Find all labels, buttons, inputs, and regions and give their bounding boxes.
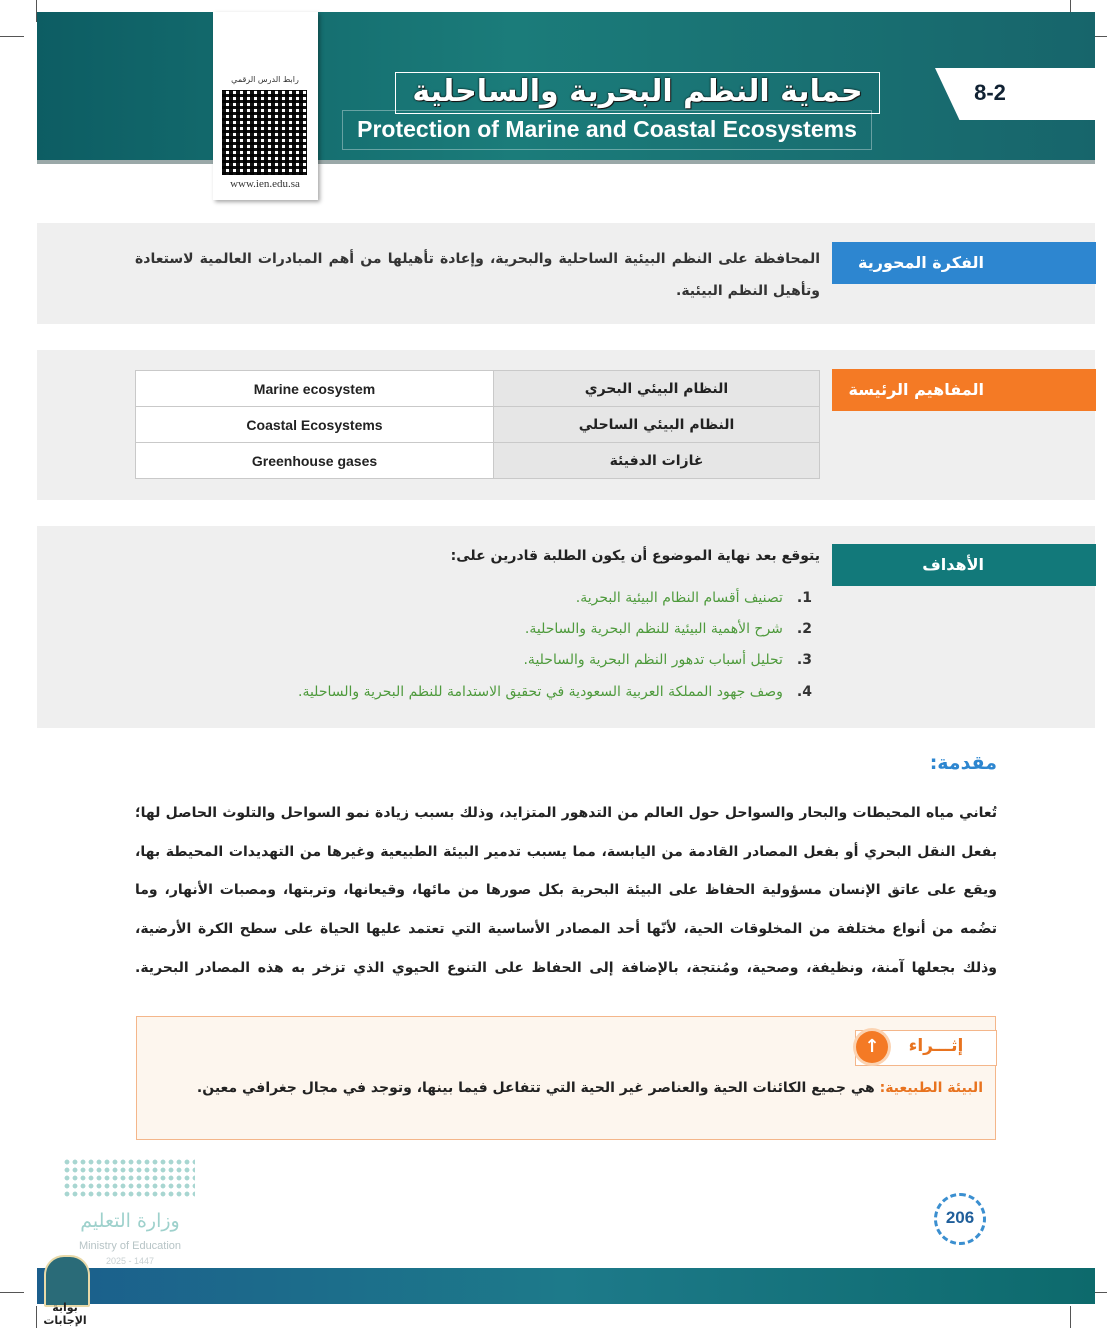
- term-english: Coastal Ecosystems: [136, 407, 494, 443]
- lesson-number: 8-2: [974, 80, 1006, 105]
- list-item: [298, 684, 812, 700]
- term-arabic: غازات الدفيئة: [494, 443, 820, 479]
- list-item: [576, 590, 812, 606]
- objectives-label: الأهداف: [922, 555, 984, 574]
- list-item-number: 1.: [796, 590, 812, 606]
- ministry-name-english: Ministry of Education: [78, 1240, 182, 1252]
- objectives-lead: يتوقع بعد نهاية الموضوع أن يكون الطلبة قادرين على:: [450, 548, 820, 564]
- crop-mark: [0, 1292, 24, 1293]
- enrichment-label: إثـــراء: [908, 1036, 964, 1056]
- table-row: [136, 371, 820, 407]
- table-row: [136, 443, 820, 479]
- list-item-number: 4.: [796, 684, 812, 700]
- key-concepts-tag: [832, 369, 1096, 411]
- enrichment-definition: هي جميع الكائنات الحية والعناصر غير الحية التي تتفاعل فيما بينها، وتوجد في مجال جغرافي معين.: [196, 1080, 880, 1096]
- crop-mark: [1070, 1306, 1071, 1328]
- intro-heading: مقدمة:: [929, 752, 997, 774]
- core-idea-label: الفكرة المحورية: [858, 253, 984, 272]
- page-title-arabic: حماية النظم البحرية والساحلية: [395, 72, 880, 114]
- list-item-text: وصف جهود المملكة العربية السعودية في تحقيق الاستدامة للنظم البحرية والساحلية.: [298, 684, 783, 700]
- list-item-number: 3.: [796, 652, 812, 668]
- ministry-name-arabic: وزارة التعليم: [80, 1210, 180, 1232]
- term-english: Marine ecosystem: [136, 371, 494, 407]
- portal-logo-icon[interactable]: [44, 1255, 90, 1307]
- term-arabic: النظام البيئي البحري: [494, 371, 820, 407]
- ministry-logo-icon: [63, 1158, 195, 1198]
- enrichment-term: البيئة الطبيعية:: [879, 1080, 983, 1096]
- objectives-tag: [832, 544, 1096, 586]
- list-item: [525, 621, 812, 637]
- intro-paragraph: تُعاني مياه المحيطات والبحار والسواحل حول العالم من التدهور المتزايد، وذلك بسبب زيادة نمو السواحل والتلوث الحاصل لها؛ بفعل النقل البحري أو بفعل المصادر القادمة من اليابسة، مما يسبب تدمير البيئة الطبيعية وغيرها من التهديدات المحيطة بها، ويقع على عاتق الإنسان مسؤولية الحفاظ على البيئة البحرية بكل صورها من مائها، وقيعانها، وتربتها، ومصبات الأنهار، وما تضُمه من أنواع مختلفة من المخلوقات الحية، لأنّها أحد المصادر الأساسية التي تعتمد عليها الحياة على سطح الكرة الأرضية، وذلك بجعلها آمنة، ونظيفة، وصحية، ومُنتجة، بالإضافة إلى الحفاظ على التنوع الحيوي الذي تزخر به هذه المصادر البحرية.: [135, 805, 997, 976]
- core-idea-tag: [832, 242, 1096, 284]
- core-idea-text: المحافظة على النظم البيئية الساحلية والبحرية، وإعادة تأهيلها من أهم المبادرات العالمية لاستعادة وتأهيل النظم البيئية.: [135, 251, 820, 299]
- portal-watermark-text[interactable]: بوابة الإجابات: [43, 1301, 87, 1327]
- list-item-text: شرح الأهمية البيئية للنظم البحرية والساحلية.: [524, 621, 783, 637]
- enrichment-text: [150, 1080, 983, 1096]
- crop-mark: [0, 36, 24, 37]
- qr-url[interactable]: www.ien.edu.sa: [230, 178, 300, 190]
- page-title-english: Protection of Marine and Coastal Ecosystems: [342, 110, 872, 150]
- arrow-up-icon: ↑: [856, 1031, 888, 1063]
- table-row: [136, 407, 820, 443]
- footer-bar: [37, 1268, 1095, 1304]
- list-item-text: تصنيف أقسام النظام البيئية البحرية.: [575, 590, 783, 606]
- list-item-text: تحليل أسباب تدهور النظم البحرية والساحلية.: [523, 652, 783, 668]
- key-concepts-label: المفاهيم الرئيسة: [848, 380, 984, 399]
- edition-year: 2025 - 1447: [105, 1256, 155, 1266]
- page-number: 206: [945, 1208, 975, 1227]
- term-arabic: النظام البيئي الساحلي: [494, 407, 820, 443]
- qr-code-icon[interactable]: [222, 90, 307, 175]
- key-concepts-table: [135, 370, 820, 479]
- qr-label: رابط الدرس الرقمي: [231, 75, 299, 84]
- header-divider: [37, 160, 1095, 164]
- list-item: [523, 652, 812, 668]
- list-item-number: 2.: [796, 621, 812, 637]
- term-english: Greenhouse gases: [136, 443, 494, 479]
